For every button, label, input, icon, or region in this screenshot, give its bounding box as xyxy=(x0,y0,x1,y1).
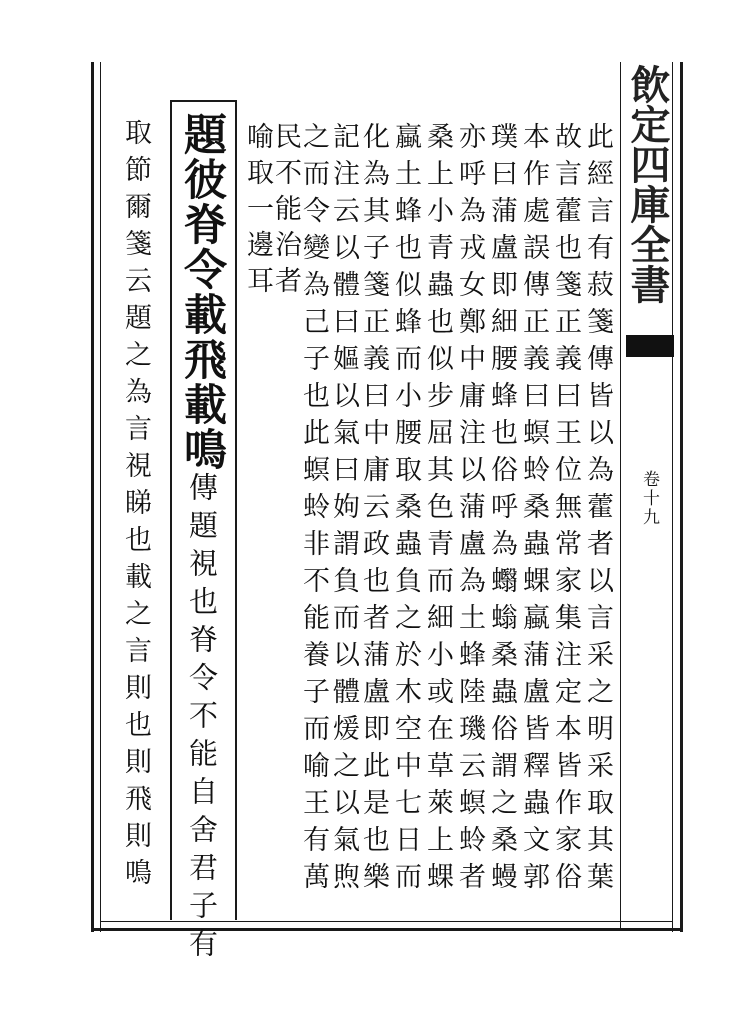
short-column-lower: 喻取一邊耳 xyxy=(242,122,273,302)
frame-outer-left xyxy=(91,62,94,932)
text-column-1: 此經言有菽箋傳皆以為藿者以言采之明采取其葉 xyxy=(582,122,613,899)
center-fold-rule xyxy=(620,62,621,928)
heading-box-right xyxy=(235,100,237,920)
text-column-5: 亦呼為戎女鄭中庸注以蒲盧為土蜂陸璣云螟蛉者 xyxy=(454,122,485,899)
text-column-8: 化為其子箋正義曰中庸云政也者蒲盧即此是也樂 xyxy=(358,122,389,899)
text-column-9: 記注云以體曰嫗以氣曰姁謂負而以體煖之以氣煦 xyxy=(328,122,359,899)
frame-outer-right xyxy=(680,62,683,932)
fish-tail-mark xyxy=(626,335,674,357)
text-column-last: 取節爾箋云題之為言視睇也載之言則也則飛則鳴 xyxy=(120,118,151,895)
frame-inner-left xyxy=(100,62,101,932)
volume-label: 卷十九 xyxy=(639,470,659,527)
heading-column xyxy=(177,112,227,966)
frame-inner-right xyxy=(672,62,673,932)
text-column-2: 故言藿也箋正義曰王位無常家集注定本皆作家俗 xyxy=(550,122,581,899)
text-column-7: 蠃土蜂也似蜂而小腰取桑蟲負之於木空中七日而 xyxy=(390,122,421,899)
text-column-10: 之而令變為己子也此螟蛉非不能養子而喻王有萬 xyxy=(298,122,329,899)
text-column-6: 桑上小青蟲也似步屈其色青而細小或在草萊上蜾 xyxy=(422,122,453,899)
text-column-4: 璞曰蒲盧即細腰蜂也俗呼為蠮螉桑蟲俗謂之桑蟃 xyxy=(486,122,517,899)
short-column-upper: 民不能治者 xyxy=(270,122,301,302)
heading-large-text: 題彼脊令載飛載鳴 xyxy=(177,112,227,472)
text-column-3: 本作處誤傳正義曰螟蛉桑蟲蜾蠃蒲盧皆釋蟲文郭 xyxy=(518,122,549,899)
heading-small-text: 傳題視也脊令不能自舍君子有 xyxy=(185,472,219,966)
heading-box-left xyxy=(170,100,172,920)
heading-box-top xyxy=(170,100,237,102)
book-title: 飲定四庫全書 xyxy=(624,64,671,304)
